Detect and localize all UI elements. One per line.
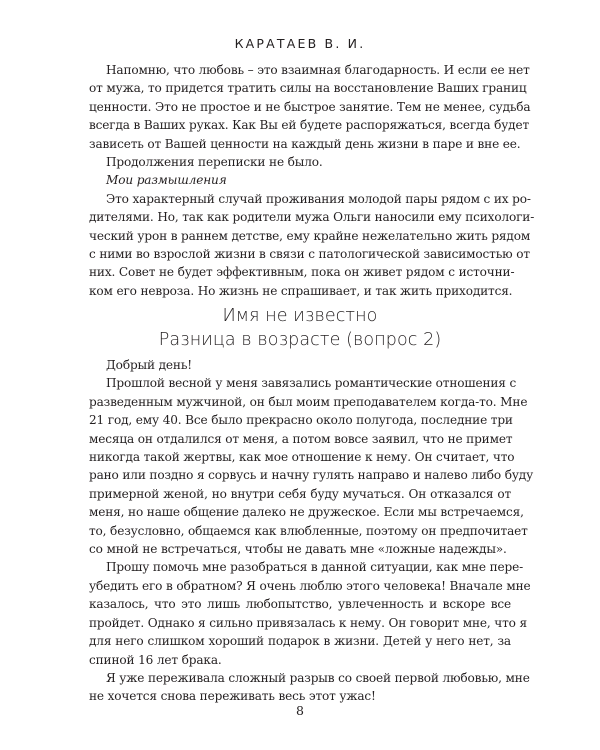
subheading-reflections: Мои размышления <box>106 173 227 188</box>
text-line: со мной не встречаться, чтобы не давать мне «ложные надежды». <box>89 542 507 557</box>
text-line: казалось, что это лишь любопытство, увлеченность и вскоре все <box>89 597 511 612</box>
text-line: них. Совет не будет эффективным, пока он живет рядом с источни- <box>89 265 515 280</box>
text-line: Это характерный случай проживания молодой пары рядом с их ро- <box>106 191 531 206</box>
text-line: спиной 16 лет брака. <box>89 652 222 667</box>
page-number: 8 <box>296 703 304 718</box>
text-line: Прошлой весной у меня завязались романтические отношения с <box>106 376 517 391</box>
text-line: никогда такой жертвы, как мое отношение к нему. Он считает, что <box>89 450 515 465</box>
section-title-author: Имя не известно <box>222 306 378 326</box>
text-line: от мужа, то придется тратить силы на восстановление Ваших границ <box>89 81 527 96</box>
text-line: с ними во взрослой жизни в связи с патологической зависимостью от <box>89 247 530 262</box>
section-title-topic: Разница в возрасте (вопрос 2) <box>158 330 442 350</box>
greeting-line: Добрый день! <box>106 358 192 372</box>
text-line: Я уже переживала сложный разрыв со своей первой любовью, мне <box>106 670 530 685</box>
text-line: то, безусловно, общаемся как влюбленные, поэтому он предпочитает <box>89 523 528 538</box>
text-line: примерной женой, но внутри себя буду мучаться. Он отказался от <box>89 486 511 501</box>
letter-text-block <box>89 356 534 706</box>
text-line: не хочется снова переживать весь этот ужас! <box>89 689 376 704</box>
text-line: рано или поздно я сорвусь и начну гулять направо и налево либо буду <box>89 468 534 483</box>
text-line: Напомню, что любовь – это взаимная благодарность. И если ее нет <box>106 63 530 77</box>
text-line: пройдет. Однако я сильно привязалась к нему. Он говорит мне, что я <box>89 615 527 630</box>
text-line: зависеть от Вашей ценности на каждый день жизни в паре и вне ее. <box>89 136 521 151</box>
text-line: Продолжения переписки не было. <box>106 155 323 170</box>
text-line: для него слишком хороший подарок в жизни. Детей у него нет, за <box>89 634 511 649</box>
text-line: 21 год, ему 40. Все было прекрасно около полугода, последние три <box>89 413 513 428</box>
text-line: ческий урон в раннем детстве, ему крайне нежелательно жить рядом <box>89 228 531 243</box>
text-line: ценности. Это не простое и не быстрое занятие. Тем не менее, судьба <box>89 99 531 114</box>
running-head: КАРАТАЕВ В. И. <box>234 36 366 51</box>
text-line: меня, но наше общение далеко не дружеское. Если мы встречаемся, <box>89 505 524 520</box>
text-line: всегда в Ваших руках. Как Вы ей будете распоряжаться, всегда будет <box>89 118 530 133</box>
top-text-block <box>89 61 535 300</box>
text-line: разведенным мужчиной, он был моим преподавателем когда-то. Мне <box>89 394 528 409</box>
text-line: месяца он отдалился от меня, а потом вовсе заявил, что не примет <box>89 431 513 446</box>
text-line: Прошу помочь мне разобраться в данной ситуации, как мне пере- <box>106 560 524 575</box>
text-line: убедить его в обратном? Я очень люблю этого человека! Вначале мне <box>89 578 531 593</box>
text-line: дителями. Но, так как родители мужа Ольги наносили ему психологи- <box>89 210 535 225</box>
text-line: ком его невроза. Но жизнь не спрашивает, и так жить приходится. <box>89 283 513 298</box>
